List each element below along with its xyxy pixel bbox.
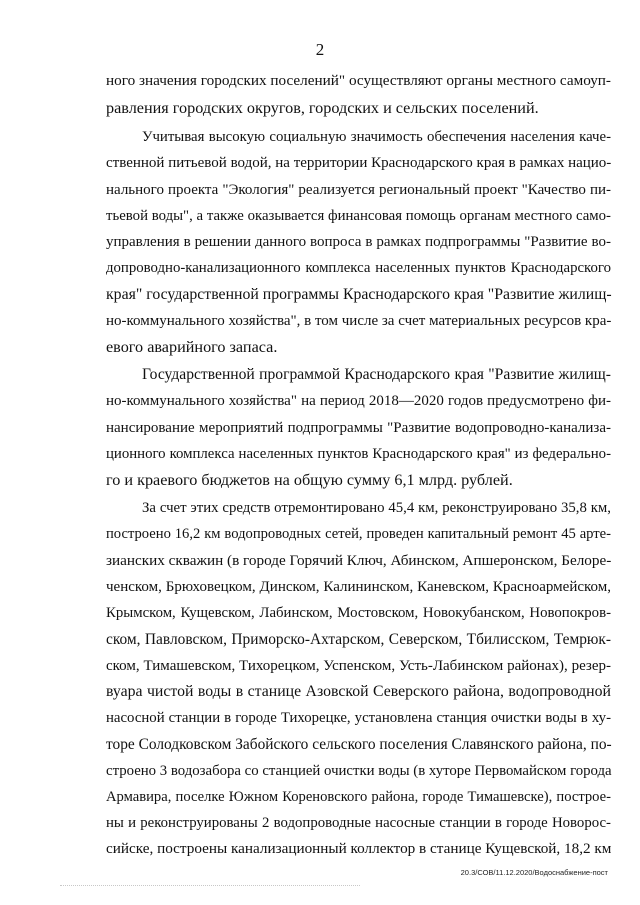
text-line: Армавира, поселке Южном Кореновского района, городе Тимашевске), построе- (106, 789, 611, 805)
scan-rule-divider (60, 885, 360, 886)
text-line: нансирование мероприятий подпрограммы "Развитие водопроводно-канализа- (106, 420, 611, 436)
text-line: ском, Тимашевском, Тихорецком, Успенском, Усть-Лабинском районах), резер- (106, 658, 611, 674)
text-line: ны и реконструированы 2 водопроводные насосные станции в городе Новорос- (106, 815, 611, 831)
text-line: торе Солодковском Забойского сельского поселения Славянского района, по- (106, 736, 612, 753)
text-line: ченском, Брюховецком, Динском, Калининском, Каневском, Красноармейском, (106, 579, 611, 595)
text-line: насосной станции в городе Тихорецке, установлена станция очистки воды в ху- (106, 710, 611, 726)
text-line: ного значения городских поселений" осуществляют органы местного самоуп- (106, 72, 611, 89)
text-line: зианских скважин (в городе Горячий Ключ, Абинском, Апшеронском, Белоре- (106, 552, 612, 569)
document-code: 20.3/СОВ/11.12.2020/Водоснабжение-пост (460, 868, 608, 877)
page-number: 2 (315, 40, 325, 59)
text-line: допроводно-канализационного комплекса населенных пунктов Краснодарского (106, 260, 611, 276)
text-line: построено 16,2 км водопроводных сетей, проведен капитальный ремонт 45 арте- (106, 526, 611, 542)
text-line: го и краевого бюджетов на общую сумму 6,1 млрд. рублей. (106, 471, 513, 489)
text-line: но-коммунального хозяйства" на период 2018—2020 годов предусмотрено фи- (106, 393, 611, 409)
text-line: края" государственной программы Краснодарского края "Развитие жилищ- (106, 286, 612, 303)
text-line: Государственной программой Краснодарского края "Развитие жилищ- (142, 366, 611, 383)
text-line: нального проекта "Экология" реализуется региональный проект "Качество пи- (106, 182, 611, 198)
text-line: строено 3 водозабора со станцией очистки воды (в хуторе Первомайском города (106, 763, 612, 779)
text-line: Учитывая высокую социальную значимость обеспечения населения каче- (142, 129, 611, 145)
text-line: ском, Павловском, Приморско-Ахтарском, Северском, Тбилисском, Темрюк- (106, 631, 611, 648)
text-line: равления городских округов, городских и сельских поселений. (106, 99, 539, 117)
text-line: Крымском, Кущевском, Лабинском, Мостовском, Новокубанском, Новопокров- (106, 605, 611, 621)
text-line: ственной питьевой водой, на территории Краснодарского края в рамках нацио- (106, 155, 612, 171)
text-line: управления в решении данного вопроса в рамках подпрограммы "Развитие во- (106, 234, 611, 250)
text-line: За счет этих средств отремонтировано 45,4 км, реконструировано 35,8 км, (142, 500, 611, 516)
text-line: вуара чистой воды в станице Азовской Северского района, водопроводной (106, 683, 611, 700)
text-line: но-коммунального хозяйства", в том числе за счет материальных ресурсов кра- (106, 313, 612, 329)
text-line: тьевой воды", а также оказывается финансовая помощь органам местного само- (106, 208, 611, 224)
text-line: сийске, построены канализационный коллектор в станице Кущевской, 18,2 км (106, 840, 612, 857)
text-line: ционного комплекса населенных пунктов Краснодарского края" из федерально- (106, 446, 611, 462)
text-line: евого аварийного запаса. (106, 338, 278, 356)
